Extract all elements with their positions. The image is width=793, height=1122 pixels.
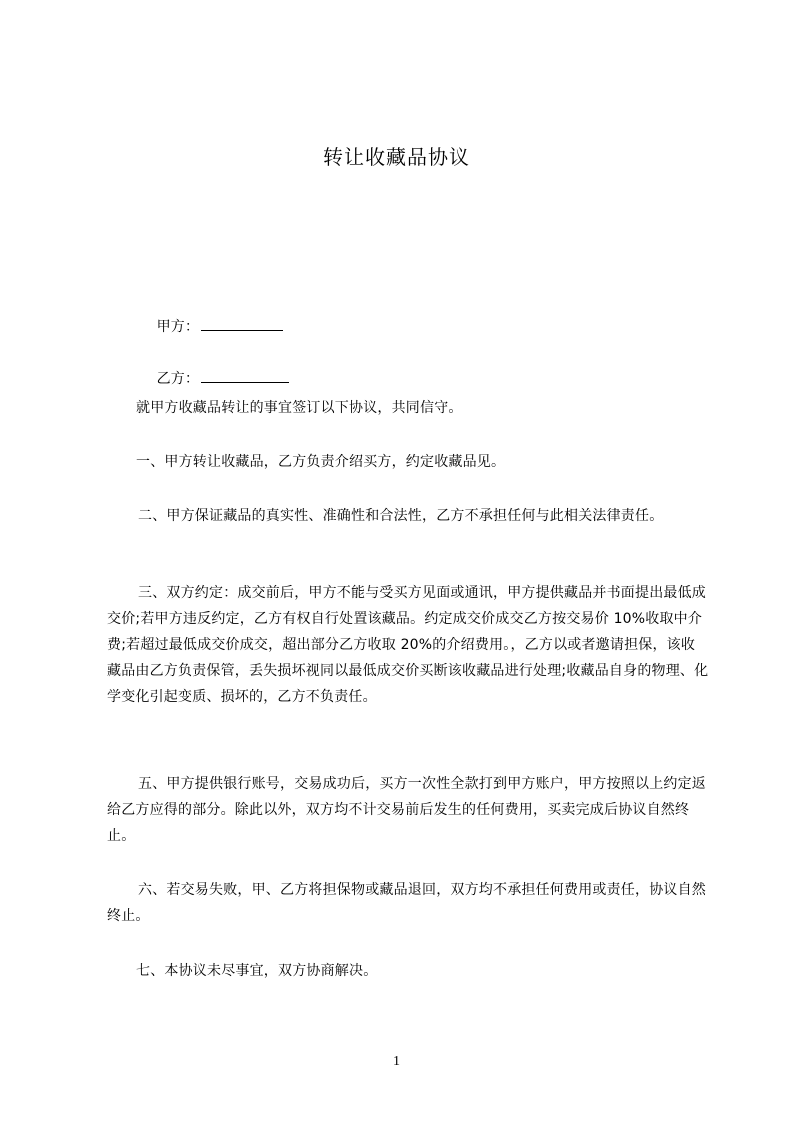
party-b-label: 乙方： [156,371,200,387]
clause-7: 七、本协议未尽事宜，双方协商解决。 [136,963,378,979]
party-a-blank [201,316,283,331]
clause-5: 五、甲方提供银行账号，交易成功后，买方一次性全款打到甲方账户，甲方按照以上约定返给乙方应得的部分。除此以外，双方均不计交易前后发生的任何费用，买卖完成后协议自然终止。 [107,776,706,844]
clause-3: 三、双方约定：成交前后，甲方不能与受买方见面或通讯，甲方提供藏品并书面提出最低成交价;若甲方违反约定，乙方有权自行处置该藏品。约定成交价成交乙方按交易价 10%收取中介费;若超过最低成交价成交，超出部分乙方收取 20%的介绍费用。，乙方以或者邀请担保，该收藏品由乙方负责保管，丢失损坏视同以最低成交价买断该收藏品进行处理;收藏品自身的物理、化学变化引起变质、损坏的，乙方不负责任。 [107,585,709,705]
document-title: 转让收藏品协议 [323,145,470,169]
party-b-blank [201,368,289,383]
clause-6: 六、若交易失败，甲、乙方将担保物或藏品退回，双方均不承担任何费用或责任，协议自然终止。 [107,882,706,924]
intro-paragraph: 就甲方收藏品转让的事宜签订以下协议，共同信守。 [136,400,463,416]
clause-1: 一、甲方转让收藏品，乙方负责介绍买方，约定收藏品见。 [136,454,506,470]
party-a-label: 甲方： [156,319,200,335]
page-number: 1 [393,1054,400,1069]
clause-2: 二、甲方保证藏品的真实性、准确性和合法性，乙方不承担任何与此相关法律责任。 [138,508,664,524]
